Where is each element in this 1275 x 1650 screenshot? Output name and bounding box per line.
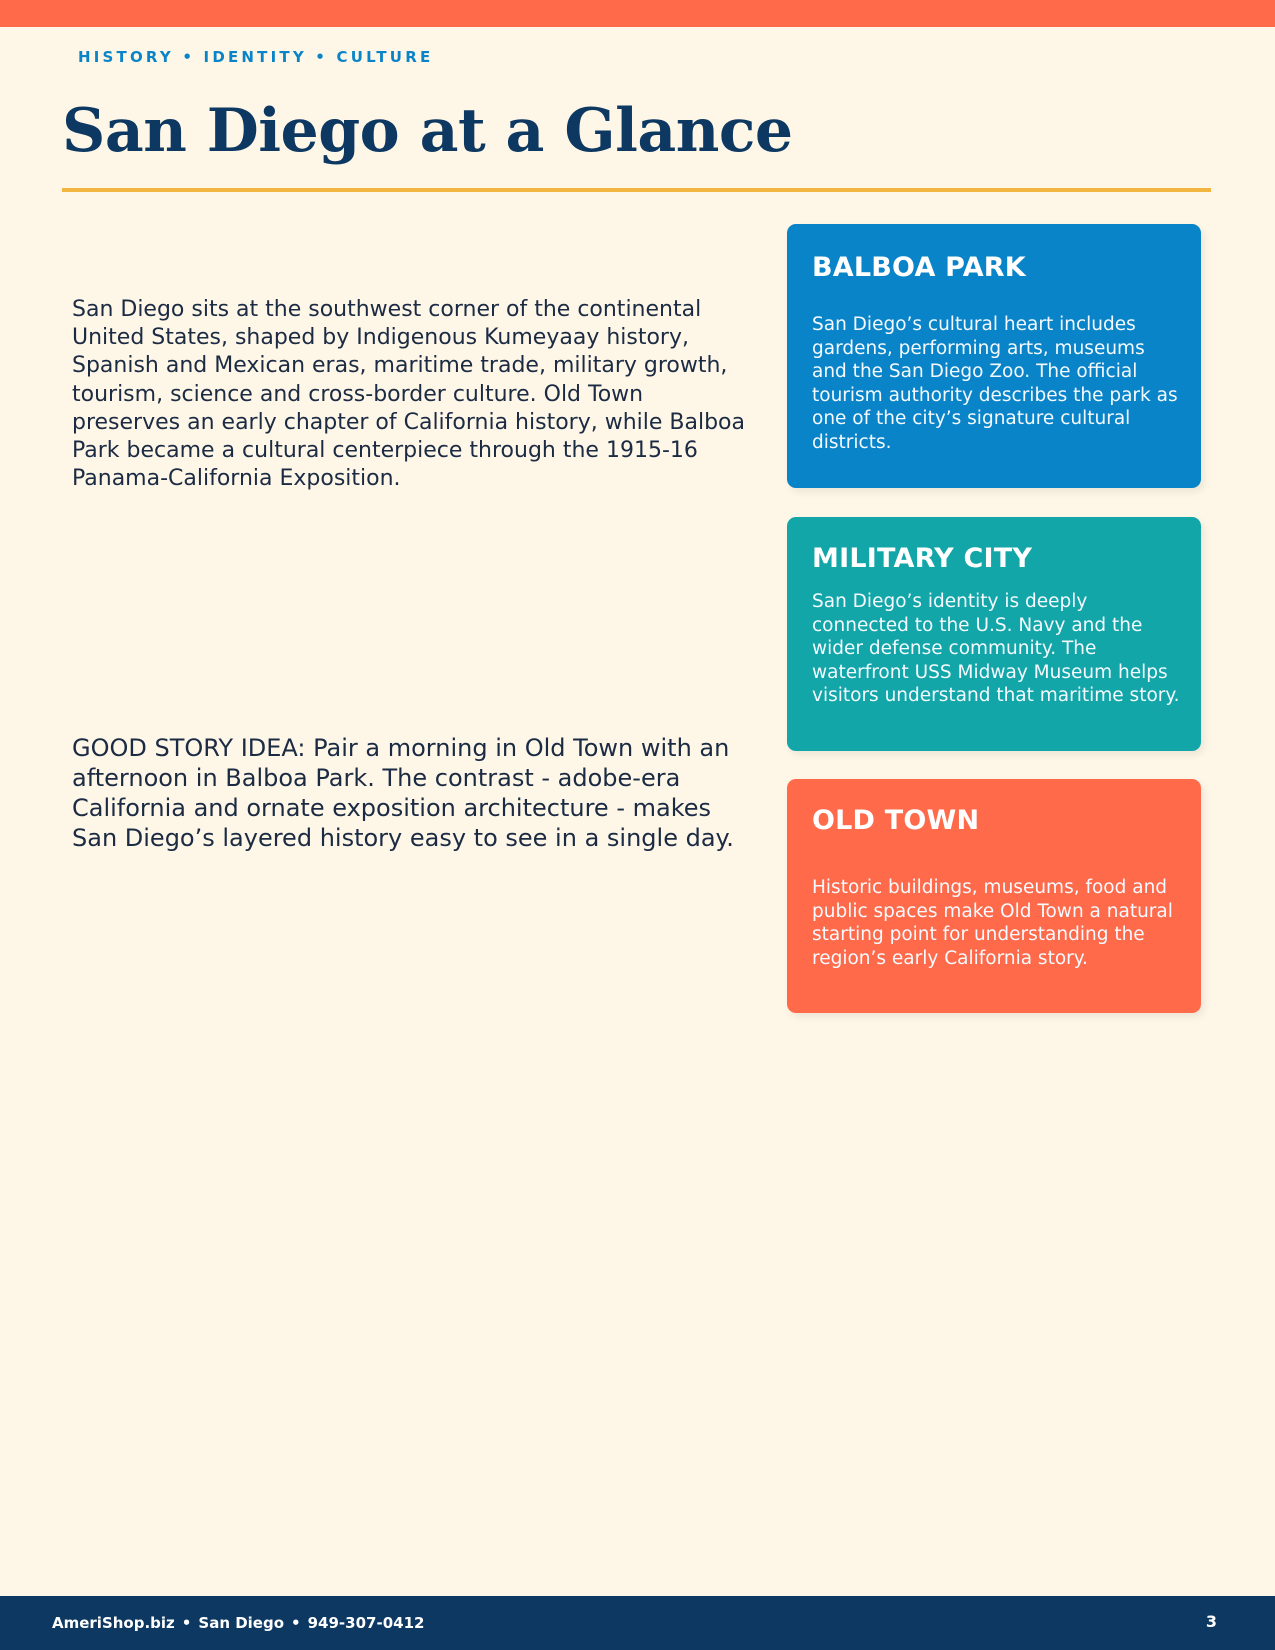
card-title: OLD TOWN bbox=[812, 805, 980, 836]
story-idea-paragraph: GOOD STORY IDEA: Pair a morning in Old Town with an afternoon in Balboa Park. The contrast - adobe-era California and ornate exposition architecture - makes San Diego’s layered history easy to see in a single day. bbox=[72, 734, 734, 852]
page-footer bbox=[0, 1596, 1275, 1650]
military-city-card bbox=[787, 517, 1201, 751]
footer-separator: • bbox=[181, 1614, 192, 1632]
page-title: San Diego at a Glance bbox=[62, 96, 793, 166]
balboa-park-card bbox=[787, 224, 1201, 488]
card-body: Historic buildings, museums, food and public spaces make Old Town a natural starting point for understanding the region’s early California story. bbox=[812, 877, 1173, 969]
old-town-card bbox=[787, 779, 1201, 1013]
intro-paragraph: San Diego sits at the southwest corner of the continental United States, shaped by Indigenous Kumeyaay history, Spanish and Mexican eras, maritime trade, military growth, tourism, science and cross-border culture. Old Town preserves an early chapter of California history, while Balboa Park became a cultural centerpiece through the 1915-16 Panama-California Exposition. bbox=[72, 297, 745, 492]
footer-phone: 949-307-0412 bbox=[307, 1614, 425, 1632]
footer-site: AmeriShop.biz bbox=[52, 1614, 175, 1632]
card-body: San Diego’s identity is deeply connected to the U.S. Navy and the wider defense community. The waterfront USS Midway Museum helps visitors understand that maritime story. bbox=[812, 591, 1180, 706]
footer-contact bbox=[52, 1614, 424, 1632]
card-body: San Diego’s cultural heart includes gardens, performing arts, museums and the San Diego Zoo. The official tourism authority describes the park as one of the city’s signature cultural districts. bbox=[812, 314, 1178, 453]
page-number: 3 bbox=[1205, 1612, 1217, 1631]
top-accent-bar bbox=[0, 0, 1275, 27]
eyebrow-label: HISTORY • IDENTITY • CULTURE bbox=[78, 48, 434, 66]
footer-city: San Diego bbox=[198, 1614, 285, 1632]
card-title: BALBOA PARK bbox=[812, 252, 1026, 283]
footer-separator: • bbox=[291, 1614, 301, 1632]
title-divider bbox=[62, 188, 1211, 192]
card-title: MILITARY CITY bbox=[812, 543, 1033, 574]
